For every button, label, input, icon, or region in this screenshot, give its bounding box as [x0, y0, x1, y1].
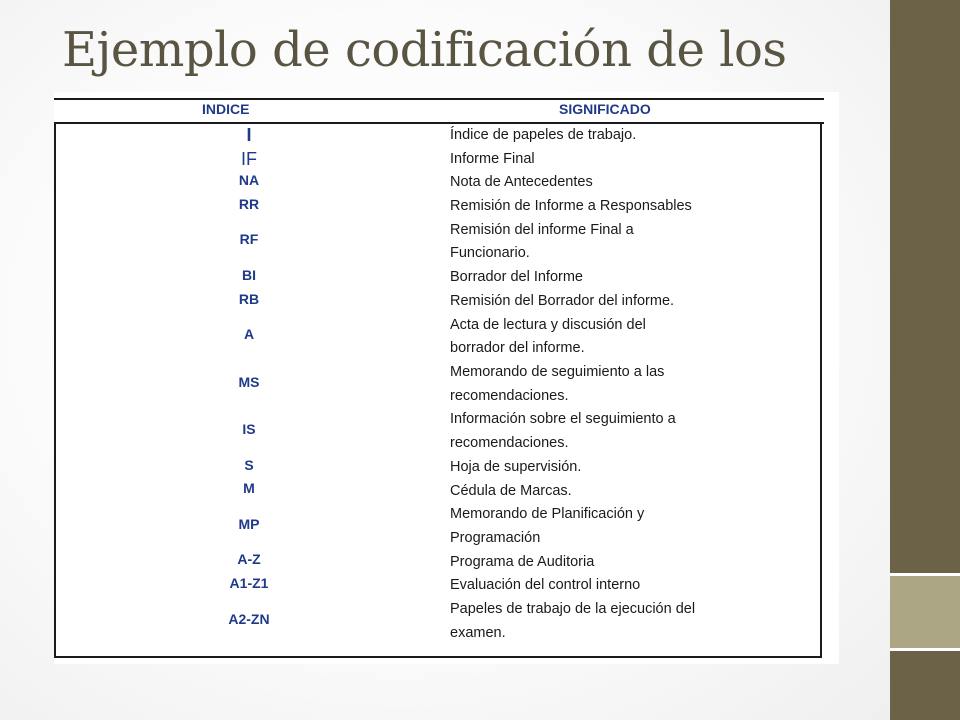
row-index-code: RF	[239, 231, 259, 248]
table-row	[54, 480, 822, 504]
table-row	[54, 503, 822, 550]
row-meaning-line: Acta de lectura y discusión del	[450, 316, 646, 333]
row-meaning	[450, 314, 820, 361]
row-meaning	[450, 480, 820, 504]
table-row	[54, 171, 822, 195]
table-row	[54, 456, 822, 480]
row-meaning-line: Borrador del Informe	[450, 269, 583, 286]
row-meaning	[450, 598, 820, 645]
side-decoration-divider	[890, 648, 960, 651]
row-meaning	[450, 361, 820, 408]
row-index-code: RB	[238, 290, 260, 307]
row-index-code: IF	[241, 148, 257, 169]
header-index: INDICE	[202, 101, 250, 117]
row-meaning	[450, 219, 820, 266]
table-row	[54, 290, 822, 314]
table-row	[54, 219, 822, 266]
row-meaning	[450, 551, 820, 575]
table-row	[54, 266, 822, 290]
row-meaning-line: Memorando de Planificación y	[450, 506, 645, 523]
row-meaning	[450, 195, 820, 219]
table-row	[54, 551, 822, 575]
row-meaning-line: Remisión del Borrador del informe.	[450, 292, 675, 309]
row-index-code: RR	[238, 195, 260, 212]
row-meaning	[450, 290, 820, 314]
row-meaning	[450, 574, 820, 598]
table-header	[54, 98, 824, 124]
row-meaning-line: Evaluación del control interno	[450, 577, 641, 594]
row-meaning-line: Cédula de Marcas.	[450, 482, 572, 499]
table-row	[54, 361, 822, 408]
row-meaning-line: Informe Final	[450, 150, 535, 167]
row-meaning-line: Remisión del informe Final a	[450, 221, 634, 238]
row-index-code: A-Z	[237, 551, 261, 568]
coding-table	[54, 92, 839, 664]
row-index-code: A2-ZN	[228, 610, 270, 627]
slide-title: Ejemplo de codificación de los	[62, 22, 787, 78]
row-meaning-line: examen.	[450, 624, 506, 641]
row-meaning-line: Índice de papeles de trabajo.	[450, 127, 637, 143]
row-meaning-line: Remisión de Informe a Responsables	[450, 198, 692, 215]
row-meaning	[450, 456, 820, 480]
row-meaning-line: Programación	[450, 529, 541, 546]
table-row	[54, 574, 822, 598]
row-index-code: I	[246, 124, 252, 145]
table-row	[54, 314, 822, 361]
row-meaning-line: Hoja de supervisión.	[450, 458, 582, 475]
row-index-code: IS	[242, 421, 256, 438]
row-meaning-line: Memorando de seguimiento a las	[450, 364, 665, 380]
row-meaning	[450, 148, 820, 172]
row-meaning	[450, 124, 820, 148]
row-meaning	[450, 266, 820, 290]
row-index-code: A1-Z1	[229, 575, 269, 592]
table-row	[54, 148, 822, 172]
row-meaning-line: Nota de Antecedentes	[450, 174, 593, 191]
table-row	[54, 408, 822, 455]
header-meaning: SIGNIFICADO	[559, 101, 651, 117]
row-meaning	[450, 503, 820, 550]
row-meaning	[450, 408, 820, 455]
table-row	[54, 124, 822, 148]
row-meaning-line: borrador del informe.	[450, 340, 585, 357]
row-index-code: BI	[242, 267, 256, 284]
row-meaning	[450, 171, 820, 195]
table-row	[54, 598, 822, 645]
row-meaning-line: recomendaciones.	[450, 387, 569, 404]
row-index-code: A	[243, 326, 255, 343]
row-meaning-line: Información sobre el seguimiento a	[450, 411, 676, 428]
row-index-code: NA	[238, 172, 260, 189]
row-meaning-line: Funcionario.	[450, 245, 530, 262]
row-index-code: S	[244, 456, 254, 473]
row-index-code: MP	[238, 515, 260, 532]
row-meaning-line: Papeles de trabajo de la ejecución del	[450, 601, 696, 617]
row-meaning-line: Programa de Auditoria	[450, 553, 595, 570]
row-index-code: MS	[238, 373, 260, 390]
row-index-code: M	[243, 480, 255, 497]
side-decoration-accent	[890, 576, 960, 648]
row-meaning-line: recomendaciones.	[450, 435, 569, 452]
table-row	[54, 195, 822, 219]
